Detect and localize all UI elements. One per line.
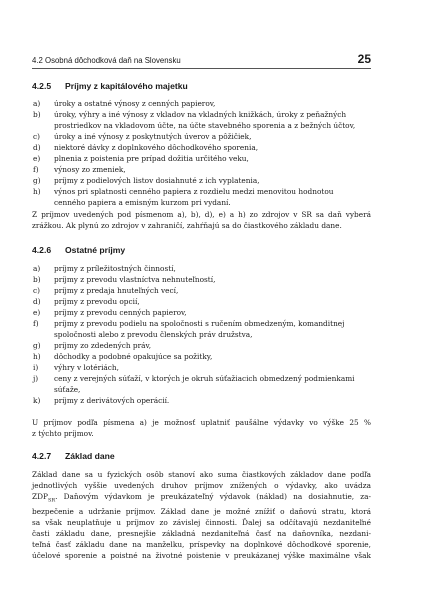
item-text: úroky, výhry a iné výnosy z vkladov na vkladných knižkách, úroky z peňažných: [54, 110, 347, 119]
paragraph-line: bezpečenie a udržanie príjmov. Základ dane je možné znížiť o daňovú stratu, ktorá: [32, 507, 371, 517]
list-item: [32, 307, 371, 318]
item-text: príjmy z prevodu cenných papierov,: [54, 308, 187, 317]
list-item: [32, 340, 371, 351]
item-label: c): [33, 286, 40, 295]
item-label: f): [33, 165, 39, 174]
item-label: h): [33, 187, 41, 196]
item-text: príjmy z prevodu podielu na spoločnosti s ručením obmedzeným, komanditnej: [54, 319, 345, 328]
item-label: f): [33, 319, 39, 328]
list-item: [32, 153, 371, 164]
paragraph-line: [32, 491, 371, 506]
list-item: [32, 131, 371, 142]
list-item: [32, 373, 371, 395]
section-number: 4.2.7: [32, 451, 52, 461]
zdp-subscript: SR: [47, 497, 56, 504]
section-heading-4-2-6: [32, 245, 371, 259]
list-item: [32, 274, 371, 285]
list-item: [32, 285, 371, 296]
paragraph-text: . Daňovým výdavkom je preukázateľný výdavok (náklad) na dosiahnutie, za-: [55, 492, 371, 501]
paragraph-line: z týchto príjmov.: [32, 429, 94, 438]
item-label: e): [33, 154, 41, 163]
item-label: j): [33, 374, 39, 383]
list-item: [32, 164, 371, 175]
item-label: a): [33, 264, 41, 273]
running-header: [32, 53, 371, 69]
section-number: 4.2.6: [32, 245, 52, 255]
item-label: b): [33, 275, 41, 284]
item-text: spoločnosti alebo z prevodu členských práv družstva,: [54, 330, 253, 339]
capital-income-note: [32, 209, 371, 231]
list-item: [32, 395, 371, 406]
section-title: Príjmy z kapitálového majetku: [65, 81, 188, 91]
zdp-abbrev: ZDP: [32, 492, 48, 501]
paragraph-line: sa však neuplatňuje u príjmov zo závislej činnosti. Ďalej sa odčítavajú nezdaniteľné: [32, 518, 371, 528]
item-label: d): [33, 297, 41, 306]
item-text: niektoré dávky z doplnkového dôchodkového sporenia,: [54, 143, 259, 152]
chapter-section-title: 4.2 Osobná dôchodková daň na Slovensku: [32, 56, 181, 65]
item-text: úroky a ostatné výnosy z cenných papierov,: [54, 99, 216, 108]
paragraph-line: Základ dane sa u fyzických osôb stanoví ako suma čiastkových základov dane podľa: [32, 470, 371, 479]
list-item: [32, 318, 371, 340]
paragraph-line: U príjmov podľa písmena a) je možnosť uplatniť paušálne výdavky vo výške 25 %: [32, 418, 371, 427]
paragraph-line: Z príjmov uvedených pod písmenom a), b), d), e) a h) zo zdrojov v SR sa daň vyberá: [32, 210, 371, 219]
paragraph-line: jednotlivých vyššie uvedených druhov príjmov znížených o výdavky, ako uvádza: [32, 481, 371, 490]
item-text: cenného papiera a emisným kurzom pri vydaní.: [54, 198, 231, 207]
item-label: g): [33, 341, 41, 350]
header-rule: [32, 68, 371, 69]
item-label: c): [33, 132, 40, 141]
list-item: [32, 186, 371, 208]
item-label: g): [33, 176, 41, 185]
item-text: príjmy z prevodu vlastníctva nehnuteľností,: [54, 275, 216, 284]
item-text: príjmy z predaja hnuteľných vecí,: [54, 286, 179, 295]
item-label: k): [33, 396, 41, 405]
section-title: Ostatné príjmy: [65, 245, 126, 255]
paragraph-line: zrážkou. Ak plynú zo zdrojov v zahraničí, zahŕňajú sa do čiastkového základu dane.: [32, 221, 342, 230]
list-item: [32, 109, 371, 131]
item-text: úroky a iné výnosy z poskytnutých úverov a pôžičiek,: [54, 132, 252, 141]
item-text: výhry v lotériách,: [54, 363, 119, 372]
list-item: [32, 98, 371, 109]
item-text: príjmy z príležitostných činností,: [54, 264, 176, 273]
section-heading-4-2-5: [32, 81, 371, 95]
other-income-note: [32, 417, 371, 439]
item-text: dôchodky a podobné opakujúce sa požitky,: [54, 352, 213, 361]
other-income-list: [32, 263, 371, 406]
item-label: e): [33, 308, 41, 317]
item-text: príjmy z prevodu opcií,: [54, 297, 140, 306]
section-number: 4.2.5: [32, 81, 52, 91]
list-item: [32, 351, 371, 362]
item-text: ceny z verejných súťaží, v ktorých je okruh súťažiacich obmedzený podmienkami: [54, 374, 355, 383]
list-item: [32, 362, 371, 373]
item-text: príjmy z derivátových operácií.: [54, 396, 170, 405]
item-text: súťaže,: [54, 385, 81, 394]
item-label: a): [33, 99, 41, 108]
item-label: b): [33, 110, 41, 119]
item-text: príjmy z podielových listov dosiahnuté z ich vyplatenia,: [54, 176, 260, 185]
paragraph-line: teľná časť základu dane na manželku, príspevky na doplnkové dôchodkové sporenie,: [32, 540, 371, 550]
list-item: [32, 296, 371, 307]
list-item: [32, 175, 371, 186]
list-item: [32, 263, 371, 274]
item-text: výnosy zo zmeniek,: [54, 165, 126, 174]
item-text: prostriedkov na vkladovom účte, na účte stavebného sporenia a z bežných účtov,: [54, 121, 356, 130]
capital-income-list: [32, 98, 371, 208]
section-heading-4-2-7: [32, 451, 371, 465]
item-label: i): [33, 363, 39, 372]
page-number: 25: [357, 52, 371, 66]
item-text: plnenia z poistenia pre prípad dožitia určitého veku,: [54, 154, 249, 163]
list-item: [32, 142, 371, 153]
paragraph-line: účelové sporenie a poistné na životné poistenie v preukázanej výške maximálne však: [32, 551, 371, 561]
paragraph-line: časti základu dane, presnejšie základná nezdaniteľná časť na daňovníka, nezdani-: [32, 529, 371, 539]
section-title: Základ dane: [65, 451, 115, 461]
item-text: príjmy zo zdedených práv,: [54, 341, 152, 350]
item-label: d): [33, 143, 41, 152]
tax-base-paragraph: [32, 469, 371, 561]
item-label: h): [33, 352, 41, 361]
item-text: výnos pri splatnosti cenného papiera z rozdielu medzi menovitou hodnotou: [54, 187, 334, 196]
